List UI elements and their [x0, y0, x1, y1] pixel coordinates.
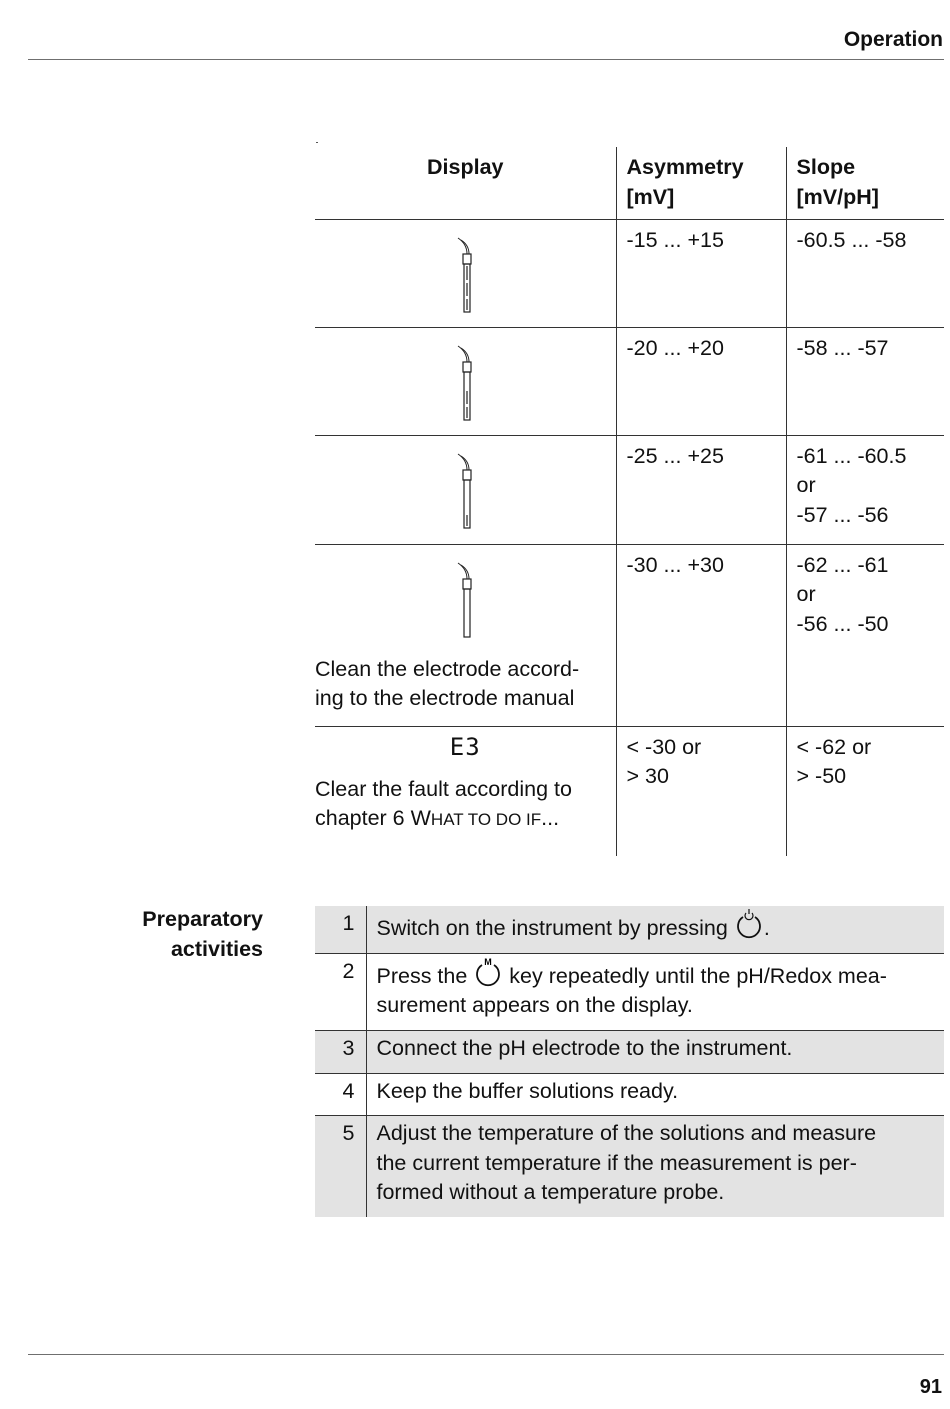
- display-cell: [315, 726, 616, 856]
- slope-cell: -62 ... -61 or -56 ... -50: [786, 544, 944, 726]
- slope-cell: -61 ... -60.5 or -57 ... -56: [786, 435, 944, 544]
- asymmetry-cell: -20 ... +20: [616, 327, 786, 435]
- cell-note: Clear the fault according to chapter 6 WHAT TO DO IF...: [315, 776, 572, 830]
- col-header-slope: Slope [mV/pH]: [786, 147, 944, 219]
- error-code-display: E3: [449, 732, 481, 761]
- step-text: Keep the buffer solutions ready.: [366, 1073, 944, 1116]
- display-cell: [315, 435, 616, 544]
- display-cell: [315, 544, 616, 726]
- section-heading: Preparatory activities: [142, 907, 263, 961]
- step-row: [315, 1030, 944, 1073]
- power-key-icon: [734, 909, 764, 939]
- table-row: [315, 726, 944, 856]
- step-number: 2: [315, 953, 366, 1030]
- calibration-table: [315, 147, 944, 856]
- header-rule: [28, 59, 944, 60]
- table-row: [315, 435, 944, 544]
- asymmetry-cell: -30 ... +30: [616, 544, 786, 726]
- col-header-asymmetry: Asymmetry [mV]: [616, 147, 786, 219]
- stray-mark: [316, 142, 318, 143]
- step-number: 1: [315, 906, 366, 953]
- page-header-title: Operation: [843, 28, 943, 51]
- steps-table: [315, 906, 944, 1217]
- step-number: 3: [315, 1030, 366, 1073]
- step-row: [315, 953, 944, 1030]
- table-row: [315, 327, 944, 435]
- step-row: [315, 906, 944, 953]
- col-header-display: Display: [427, 155, 504, 179]
- step-row: [315, 1116, 944, 1217]
- asymmetry-cell: -25 ... +25: [616, 435, 786, 544]
- step-text: Press the M key repeatedly until the pH/Redox mea- surement appears on the display.: [366, 953, 944, 1030]
- step-text: Adjust the temperature of the solutions and measure the current temperature if the measurement is per- formed without a temperature probe.: [366, 1116, 944, 1217]
- cell-note: Clean the electrode accord- ing to the electrode manual: [315, 656, 580, 710]
- step-number: 4: [315, 1073, 366, 1116]
- slope-cell: < -62 or > -50: [786, 726, 944, 856]
- electrode-icon-3-segments: [453, 236, 477, 314]
- asymmetry-cell: < -30 or > 30: [616, 726, 786, 856]
- asymmetry-cell: -15 ... +15: [616, 219, 786, 327]
- mode-key-icon: [473, 957, 503, 987]
- page-number: 91: [919, 1376, 942, 1398]
- slope-cell: -60.5 ... -58: [786, 219, 944, 327]
- electrode-icon-2-segments: [453, 344, 477, 422]
- display-cell: [315, 327, 616, 435]
- step-row: [315, 1073, 944, 1116]
- footer-rule: [28, 1354, 944, 1355]
- display-cell: [315, 219, 616, 327]
- svg-text:M: M: [484, 956, 493, 967]
- step-number: 5: [315, 1116, 366, 1217]
- step-text: Connect the pH electrode to the instrument.: [366, 1030, 944, 1073]
- table-row: [315, 219, 944, 327]
- step-text: Switch on the instrument by pressing .: [366, 906, 944, 953]
- slope-cell: -58 ... -57: [786, 327, 944, 435]
- table-row: [315, 544, 944, 726]
- electrode-icon-empty: [453, 561, 477, 639]
- electrode-icon-1-segment: [453, 452, 477, 530]
